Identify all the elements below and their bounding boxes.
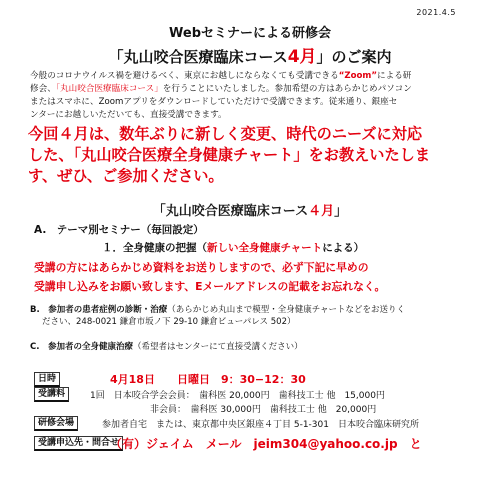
fee-label: 受講料 — [34, 387, 69, 402]
title-month: 4月 — [287, 47, 317, 67]
item1-prefix: １．全身健康の把握（ — [102, 242, 207, 254]
venue-value: 参加者自宅 または、東京都中央区銀座４丁目 5-1-301 日本咬合臨床研究所 — [102, 420, 419, 430]
section-c — [30, 340, 303, 352]
section-a-title: A. テーマ別セミナー（毎回設定） — [34, 224, 204, 236]
intro-line-2b: を行うことにいたしました。参加希望の方はあらかじめパソコン — [162, 84, 412, 94]
intro-line-2a: 修会、 — [30, 84, 56, 94]
title-prefix: 「丸山咬合医療臨床コース — [108, 48, 288, 66]
intro-line-4: ンターにお越しいただいても、直接受講できます。 — [30, 110, 227, 120]
announcement-line-3: す、ぜひ、ご参加ください。 — [28, 167, 224, 185]
announcement — [28, 124, 430, 187]
course-name-inline: 「丸山咬合医療臨床コース」 — [55, 84, 163, 94]
section-b-title: B. 参加者の患者症例の診断・治療 — [30, 305, 168, 315]
notice-line-1: 受講の方にはあらかじめ資料をお送りしますので、必ず下記に早めの — [34, 261, 369, 274]
course-heading-month: ４月 — [308, 204, 335, 219]
announcement-line-1: 今回４月は、数年ぶりに新しく変更、時代のニーズに対応 — [28, 125, 423, 143]
contact-value[interactable]: （有）ジェイム メール jeim304@yahoo.co.jp と — [110, 437, 422, 451]
zoom-highlight: “Zoom” — [338, 71, 377, 81]
intro-paragraph — [30, 70, 412, 122]
announcement-line-2: した、「丸山咬合医療全身健康チャート」をお教えいたしま — [28, 146, 431, 164]
section-b-address: ださい、248-0021 鎌倉市坂ノ下 29-10 鎌倉ビューパレス 502） — [42, 317, 296, 327]
title-line-1: Webセミナーによる研修会 — [169, 26, 331, 41]
section-a-item-1 — [102, 240, 364, 255]
fee-line-1: 1回 日本咬合学会会員： 歯科医 20,000円 歯科技工士 他 15,000円 — [90, 391, 385, 401]
intro-line-3: またはスマホに、Zoomアプリをダウンロードしていただけで受講できます。従来通り、銀座セ — [30, 97, 398, 107]
section-b — [30, 304, 405, 328]
contact-label: 受講申込先・問合せ — [34, 436, 123, 451]
datetime-label: 日時 — [34, 372, 60, 387]
section-c-title: C. 参加者の全身健康治療 — [30, 342, 133, 352]
notice-line-2: 受講申し込みをお願い致します、Eメールアドレスの記載をお忘れなく。 — [34, 280, 386, 293]
title-line-2 — [0, 42, 500, 67]
intro-line-1b: による研 — [377, 71, 412, 81]
course-heading — [0, 200, 500, 219]
section-a-notice — [34, 258, 385, 296]
document-date: 2021.4.5 — [416, 8, 456, 17]
item1-suffix: による） — [322, 242, 365, 254]
item1-highlight: 新しい全身健康チャート — [207, 242, 323, 254]
intro-line-1a: 今般のコロナウイルス禍を避けるべく、東京にお越しにならなくても受講できる — [30, 71, 339, 81]
section-b-desc: （あらかじめ丸山まで模型・全身健康チャートなどをお送りく — [167, 305, 405, 315]
datetime-value: 4月18日 日曜日 9：30−12：30 — [110, 373, 306, 386]
course-heading-suffix: 」 — [334, 204, 348, 219]
title-suffix: 」のご案内 — [316, 48, 392, 66]
course-heading-prefix: 「丸山咬合医療臨床コース — [152, 204, 309, 219]
section-c-desc: （希望者はセンターにて直接受講ください） — [132, 342, 303, 352]
venue-label: 研修会場 — [34, 416, 78, 431]
fee-line-2: 非会員： 歯科医 30,000円 歯科技工士 他 20,000円 — [150, 405, 377, 415]
